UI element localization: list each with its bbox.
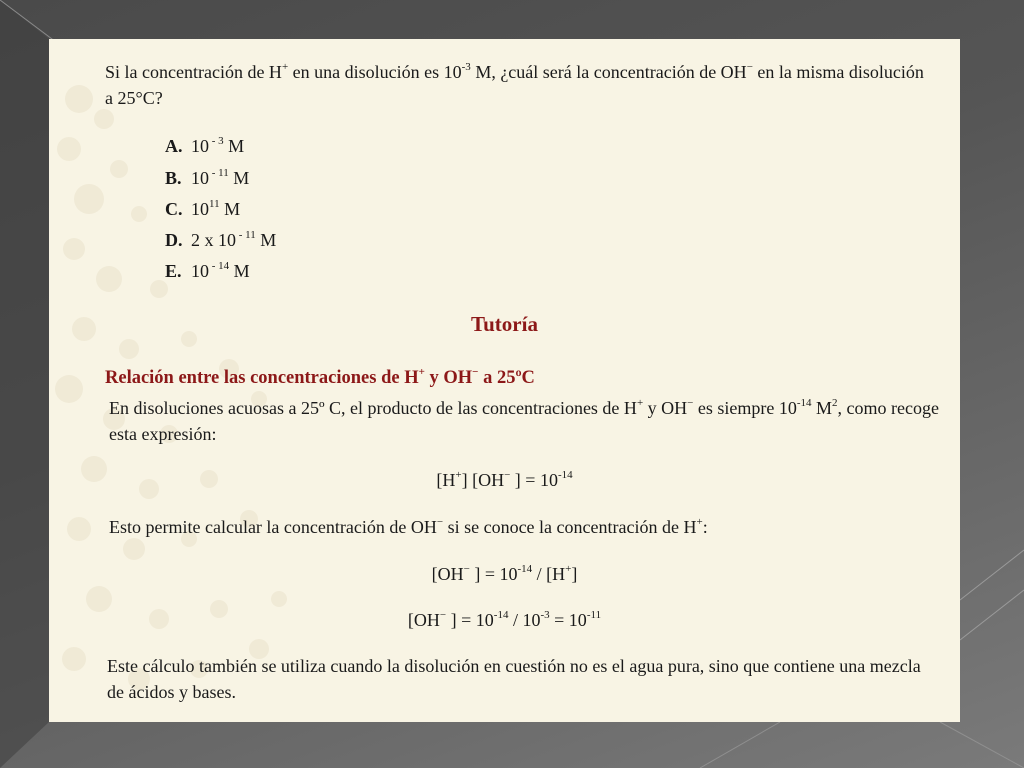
question-text: Si la concentración de H+ en una disolución es $10^{-3}$ M, ¿cuál será la concentración de OH− en la misma disolución a 25°C? [105,61,924,108]
tutorial-paragraph-1: En disoluciones acuosas a 25º C, el producto de las concentraciones de H+ y OH− es siempre $10^{-14}$ $M^2$, como recoge esta expresión: [109,397,939,444]
tutorial-title: Tutoría [471,312,538,336]
tutorial-paragraph-3: Este cálculo también se utiliza cuando la disolución en cuestión no es el agua pura, sino que contiene una mezcla de ácidos y bases. [107,656,921,702]
slide-card [49,39,960,722]
option-e[interactable]: E. 10 $^{- 14}$ M [165,260,250,281]
option-d[interactable]: D. 2 x 10 $^{- 11}$ M [165,229,277,250]
equation-oh-formula: [OH− ] = $10^{-14} / [H^+]$ [431,563,578,584]
tutorial-paragraph-2: Esto permite calcular la concentración de OH− si se conoce la concentración de H+: [109,516,708,537]
equation-ionic-product: [H+] [OH− ] = $10^{-14}$ [436,469,573,490]
equation-oh-result: [OH− ] = $10^{-14} / 10^{-3} = 10^{-11}$ [407,609,602,630]
option-b[interactable]: B. 10 $^{- 11}$ M [165,167,250,188]
option-a[interactable]: A. 10 $^{- 3}$ M [165,135,245,156]
tutorial-heading: Relación entre las concentraciones de H+ y OH− a 25ºC [105,365,535,388]
option-c[interactable]: C. $10^{11}$ M [165,198,241,219]
